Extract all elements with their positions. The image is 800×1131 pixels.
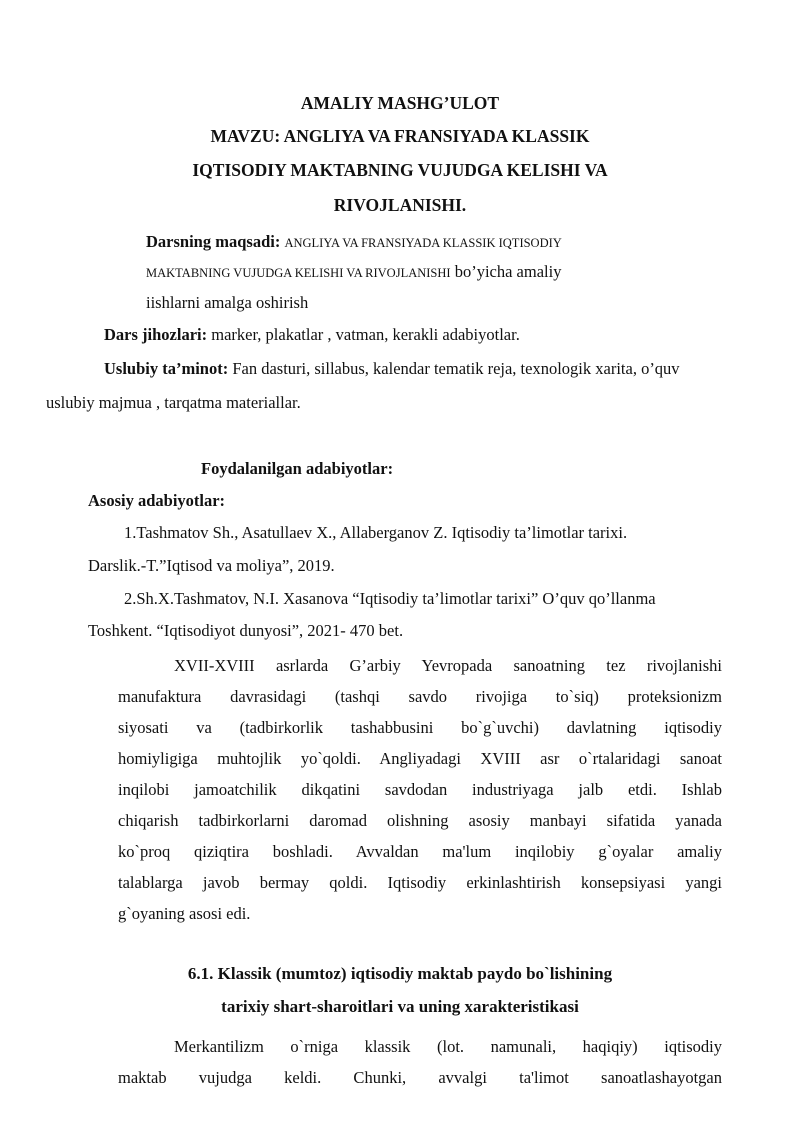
- paragraph-2-line: Merkantilizm o`rniga klassik (lot. namunali, haqiqiy) iqtisodiy: [174, 1037, 722, 1056]
- goal-caps-2: MAKTABNING VUJUDGA KELISHI VA RIVOJLANISHI: [146, 266, 451, 280]
- equipment-text: marker, plakatlar , vatman, kerakli adabiyotlar.: [207, 325, 520, 344]
- reference-2-line-2: Toshkent. “Iqtisodiyot dunyosi”, 2021- 470 bet.: [88, 621, 404, 640]
- paragraph-1-line: homiyligiga muhtojlik yo`qoldi. Angliyadagi XVIII asr o`rtalaridagi sanoat: [118, 749, 722, 768]
- paragraph-1-line: siyosati va (tadbirkorlik tashabbusini bo`g`uvchi) davlatning iqtisodiy: [118, 718, 722, 737]
- paragraph-1-line: inqilobi jamoatchilik dikqatini savdodan industriyaga jalb etdi. Ishlab: [118, 780, 722, 799]
- goal-line-3: iishlarni amalga oshirish: [146, 293, 309, 312]
- paragraph-1-line: manufaktura davrasidagi (tashqi savdo rivojiga to`siq) proteksionizm: [118, 687, 722, 706]
- title-line-4: RIVOJLANISHI.: [333, 195, 467, 215]
- goal-text-2: bo’yicha amaliy: [450, 262, 562, 281]
- paragraph-1: [118, 650, 722, 929]
- equipment-label: Dars jihozlari:: [104, 325, 208, 344]
- reference-2-line-1: 2.Sh.X.Tashmatov, N.I. Xasanova “Iqtisodiy ta’limotlar tarixi” O’quv qo’llanma: [124, 589, 656, 608]
- paragraph-2-line: maktab vujudga keldi. Chunki, avvalgi ta'limot sanoatlashayotgan: [118, 1068, 722, 1087]
- paragraph-2: [118, 1031, 722, 1093]
- paragraph-1-line: XVII-XVIII asrlarda G’arbiy Yevropada sanoatning tez rivojlanishi: [174, 656, 722, 675]
- methodology-label: Uslubiy ta’minot:: [104, 359, 229, 378]
- reference-1-line-1: 1.Tashmatov Sh., Asatullaev X., Allaberganov Z. Iqtisodiy ta’limotlar tarixi.: [124, 523, 628, 542]
- paragraph-1-line: ko`proq qiziqtira boshladi. Avvaldan ma'lum inqilobiy g`oyalar amaliy: [118, 842, 722, 861]
- section-heading-line-2: tarixiy shart-sharoitlari va uning xarakteristikasi: [221, 997, 579, 1016]
- reference-1-line-2: Darslik.-T.”Iqtisod va moliya”, 2019.: [88, 556, 335, 575]
- references-subheading: Asosiy adabiyotlar:: [88, 491, 226, 510]
- goal-caps-1: ANGLIYA VA FRANSIYADA KLASSIK IQTISODIY: [284, 236, 562, 250]
- equipment-line: [104, 324, 520, 346]
- goal-line-2: [146, 261, 561, 284]
- paragraph-1-line: talablarga javob bermay qoldi. Iqtisodiy erkinlashtirish konsepsiyasi yangi: [118, 873, 722, 892]
- paragraph-1-line: g`oyaning asosi edi.: [118, 904, 251, 923]
- title-line-2: MAVZU: ANGLIYA VA FRANSIYADA KLASSIK: [210, 126, 590, 146]
- methodology-line-1: [104, 358, 680, 380]
- title-line-3: IQTISODIY MAKTABNING VUJUDGA KELISHI VA: [192, 160, 608, 180]
- methodology-line-2: uslubiy majmua , tarqatma materiallar.: [46, 393, 301, 412]
- goal-label: Darsning maqsadi:: [146, 232, 281, 251]
- title-line-1: AMALIY MASHG’ULOT: [300, 93, 500, 113]
- goal-line-1: [146, 231, 562, 254]
- references-heading: Foydalanilgan adabiyotlar:: [201, 459, 394, 478]
- paragraph-1-line: chiqarish tadbirkorlarni daromad olishning asosiy manbayi sifatida yanada: [118, 811, 722, 830]
- methodology-text: Fan dasturi, sillabus, kalendar tematik reja, texnologik xarita, o’quv: [228, 359, 680, 378]
- section-heading-line-1: 6.1. Klassik (mumtoz) iqtisodiy maktab paydo bo`lishining: [187, 964, 613, 983]
